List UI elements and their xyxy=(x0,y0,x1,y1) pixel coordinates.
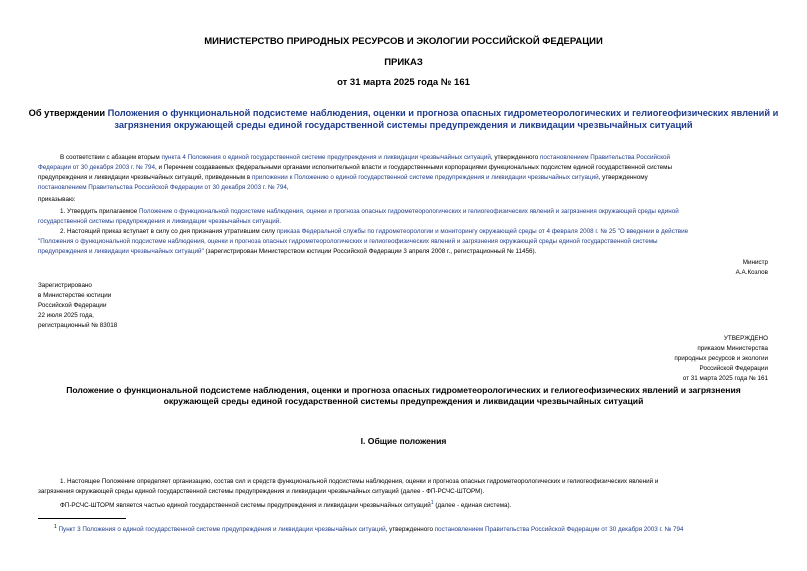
registration-block xyxy=(38,281,238,331)
registration-line: 22 июля 2025 года, xyxy=(38,312,94,319)
ministry-heading: МИНИСТЕРСТВО ПРИРОДНЫХ РЕСУРСОВ И ЭКОЛОГИИ РОССИЙСКОЙ ФЕДЕРАЦИИ xyxy=(204,36,603,47)
preamble-text: В соответствии с абзацем вторым xyxy=(60,154,162,161)
preamble-link-government-decree[interactable]: постановлением Правительства Российской xyxy=(539,154,671,161)
section-paragraph-1 xyxy=(38,477,768,497)
section-paragraph-2 xyxy=(38,498,768,511)
approval-line: от 31 марта 2025 года № 161 xyxy=(682,375,768,382)
order-word: приказываю: xyxy=(38,196,76,203)
preamble-link-decree[interactable]: постановлением Правительства Российской Федерации от 30 декабря 2003 г. № 794 xyxy=(38,184,287,191)
preamble-paragraph xyxy=(38,153,768,193)
section-p2-text: ФП-РСЧС-ШТОРМ является частью единой государственной системы предупреждения и ликвидации чрезвычайных ситуаций xyxy=(60,502,431,510)
order-item-1 xyxy=(38,207,768,227)
regulation-title xyxy=(20,385,787,407)
approval-line: Российской Федерации xyxy=(699,365,768,372)
footnote-link-decree[interactable]: постановлением Правительства Российской Федерации от 30 декабря 2003 г. № 794 xyxy=(434,526,684,534)
item-text: . xyxy=(279,218,282,225)
approval-line: природных ресурсов и экологии xyxy=(674,355,768,362)
footnote-separator xyxy=(38,518,126,519)
doc-type-heading: ПРИКАЗ xyxy=(384,57,423,68)
item2-link-rosgidromet-order-cont[interactable]: "Положения о функциональной подсистеме наблюдения, оценки и прогноза опасных гидрометеорологических и гелиогеофизических явлений и загрязнения окружающей среды единой государственной системы xyxy=(38,238,658,245)
preamble-text: , и Перечнем создаваемых федеральными органами исполнительной власти и государственными корпорациями функциональных подсистем единой государственной системы xyxy=(155,164,672,171)
preamble-link-decree-date[interactable]: Федерации от 30 декабря 2003 г. № 794 xyxy=(38,164,156,171)
section-p1-line1: 1. Настоящее Положение определяет организацию, состав сил и средств функциональной подсистемы наблюдения, оценки и прогноза опасных гидрометеорологических и гелиогеофизических явлений и xyxy=(60,478,659,485)
item1-link-regulation-cont[interactable]: государственной системы предупреждения и ликвидации чрезвычайных ситуаций xyxy=(38,218,280,225)
footnote-ref[interactable]: 1 xyxy=(430,500,434,506)
approval-block xyxy=(560,334,768,384)
title-link-line1[interactable]: Положения о функциональной подсистеме наблюдения, оценки и прогноза опасных гидрометеорологических и гелиогеофизических явлений и xyxy=(107,108,779,118)
registration-line: в Министерстве юстиции xyxy=(38,292,112,299)
signature-name: А.А.Козлов xyxy=(735,269,768,276)
preamble-link-unified-system[interactable]: пункта 4 Положения о единой государственной системе предупреждения и ликвидации чрезвычайных ситуаций xyxy=(161,154,491,161)
title-prefix: Об утверждении xyxy=(28,108,108,118)
item-text: 1. Утвердить прилагаемое xyxy=(60,208,139,215)
preamble-text: , xyxy=(286,184,289,191)
signature-block xyxy=(600,258,768,278)
preamble-link-appendix[interactable]: приложении к Положению о единой государственной системе предупреждения и ликвидации чрезвычайных ситуаций xyxy=(251,174,599,181)
registration-line: Зарегистрировано xyxy=(38,282,92,289)
registration-line: регистрационный № 83018 xyxy=(38,322,118,329)
section-p1-line2: загрязнения окружающей среды единой государственной системы предупреждения и ликвидации чрезвычайных ситуаций (далее - ФП-РСЧС-ШТОРМ). xyxy=(38,488,485,495)
item-text: (зарегистрирован Министерством юстиции Российской Федерации 3 апреля 2008 г., регистрационный № 11456). xyxy=(203,248,537,255)
item-text: 2. Настоящий приказ вступает в силу со дня признания утратившим силу xyxy=(60,228,277,235)
preamble-text: , утвержденного xyxy=(490,154,540,161)
section-heading: I. Общие положения xyxy=(360,436,447,446)
signature-position: Министр xyxy=(742,259,768,266)
approval-heading: УТВЕРЖДЕНО xyxy=(723,335,768,342)
approval-line: приказом Министерства xyxy=(697,345,768,352)
order-title xyxy=(20,107,787,131)
item2-link-rosgidromet-order[interactable]: приказа Федеральной службы по гидрометеорологии и мониторингу окружающей среды от 4 февраля 2008 г. № 25 "О введении в действие xyxy=(276,228,689,235)
registration-line: Российской Федерации xyxy=(38,302,107,309)
regulation-title-line1: Положение о функциональной подсистеме наблюдения, оценки и прогноза опасных гидрометеорологических и гелиогеофизических явлений и загрязнения xyxy=(66,385,741,395)
footnote-mark: 1 xyxy=(54,524,57,530)
item1-link-regulation[interactable]: Положение о функциональной подсистеме наблюдения, оценки и прогноза опасных гидрометеорологических и гелиогеофизических явлений и загрязнения окружающей среды единой xyxy=(138,208,679,215)
footnote xyxy=(54,522,774,535)
preamble-text: , утвержденному xyxy=(598,174,648,181)
title-link-line2[interactable]: загрязнения окружающей среды единой государственной системы предупреждения и ликвидации чрезвычайных ситуаций xyxy=(114,120,693,130)
section-p2-tail: (далее - единая система). xyxy=(433,502,512,510)
preamble-text: предупреждения и ликвидации чрезвычайных ситуаций, приведенным в xyxy=(38,174,252,181)
item2-link-rosgidromet-order-end[interactable]: предупреждения и ликвидации чрезвычайных ситуаций" xyxy=(38,248,204,255)
regulation-title-line2: окружающей среды единой государственной системы предупреждения и ликвидации чрезвычайных ситуаций xyxy=(163,396,644,406)
order-date-number: от 31 марта 2025 года № 161 xyxy=(337,77,470,88)
footnote-link-unified-system[interactable]: Пункт 3 Положения о единой государственной системе предупреждения и ликвидации чрезвычайных ситуаций xyxy=(58,526,386,534)
order-item-2 xyxy=(38,227,768,257)
footnote-text: , утвержденного xyxy=(385,526,435,534)
